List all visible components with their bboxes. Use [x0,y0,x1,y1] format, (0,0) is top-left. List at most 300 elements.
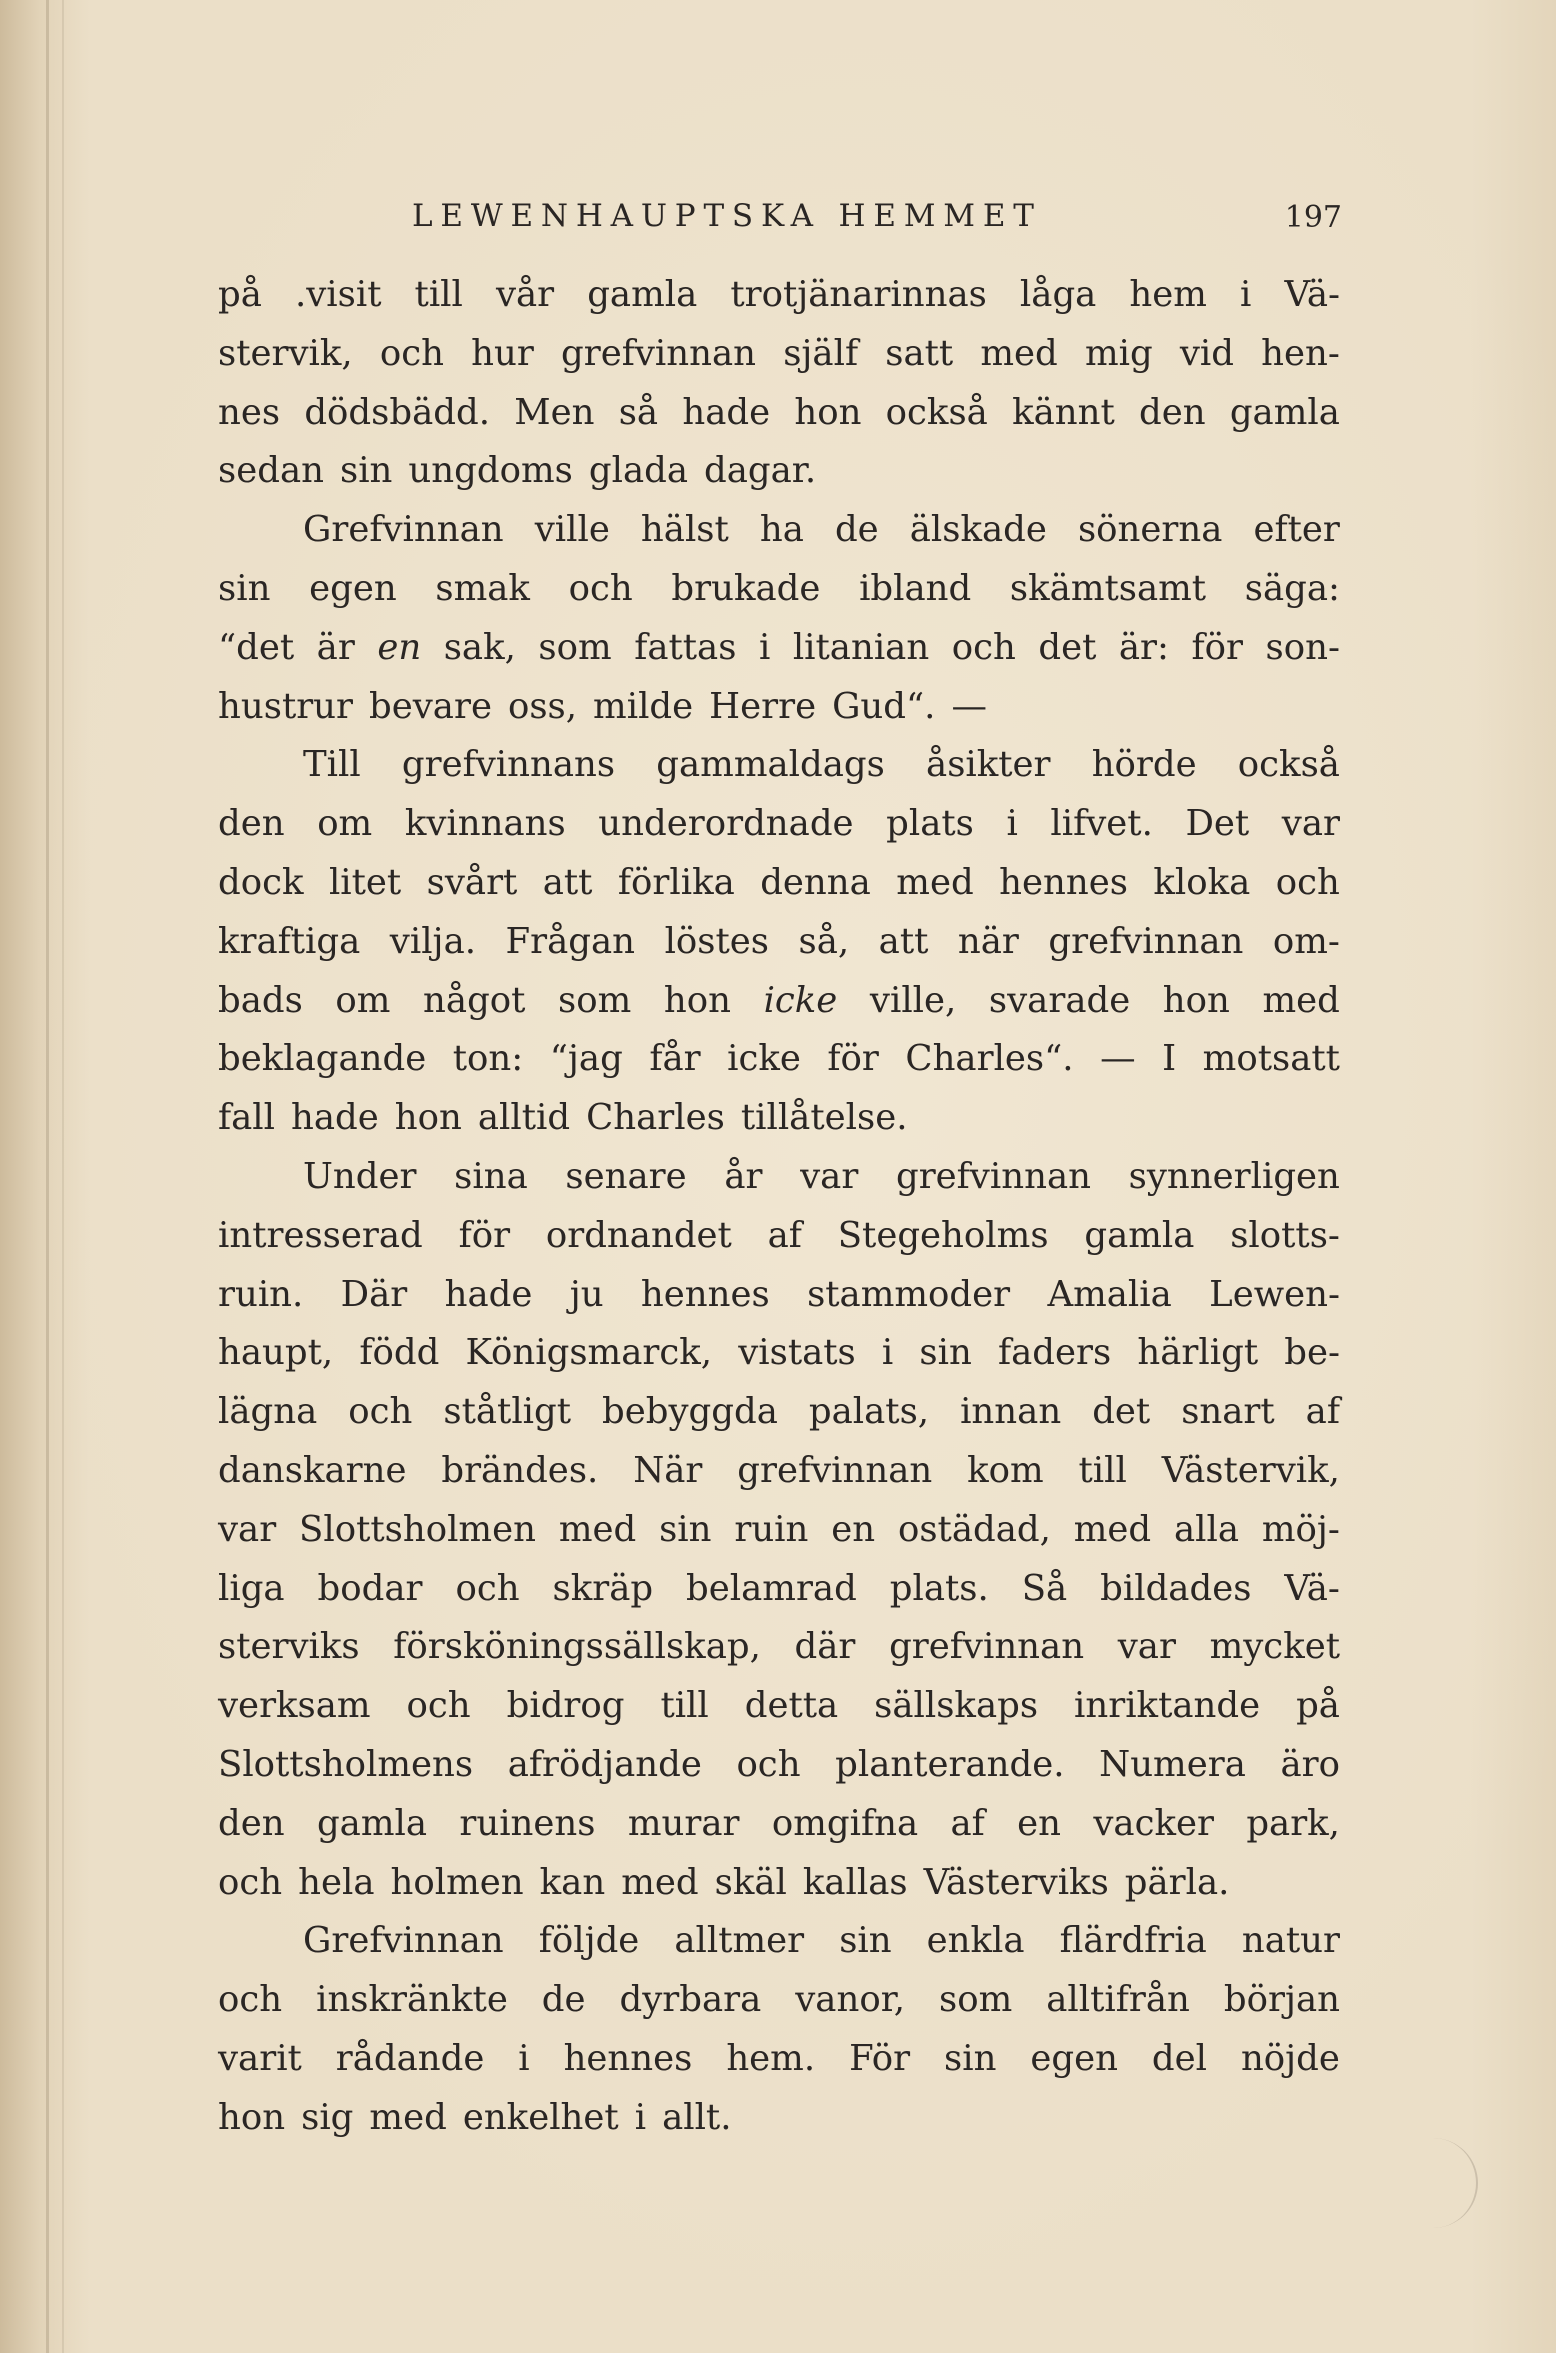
word: sönerna [1077,509,1223,551]
word: följde [538,1920,640,1962]
word: inriktande [1074,1685,1261,1727]
word: palats, [808,1391,930,1433]
word: litanian [792,626,930,668]
word: Slottsholmens [218,1743,474,1785]
word: Det [1185,803,1250,845]
word: slotts- [1230,1214,1340,1256]
word: innan [960,1391,1062,1433]
word: Västervik, [1161,1449,1340,1491]
word: lifvet. [1050,803,1153,845]
word: början [1223,1979,1340,2021]
page-edge-mark [1400,2138,1478,2228]
word: skämtsamt [1009,567,1207,609]
word: litet [328,861,402,903]
word: efter [1253,509,1340,551]
word: med [896,861,974,903]
word: Charles [586,1097,725,1139]
word: också [1237,744,1340,786]
word: de [541,1979,586,2021]
word: Grefvinnan [303,1920,504,1962]
word: “jag [549,1038,623,1080]
word: När [633,1449,703,1491]
word: gamla [587,274,698,315]
text-line [218,1971,1340,2030]
word: sällskaps [874,1685,1039,1727]
word: och [218,1861,283,1903]
word: kloka [1153,861,1251,903]
text-line [218,384,1340,443]
word: och [1275,861,1340,903]
word: sig [301,2096,354,2138]
text-line [218,736,1340,795]
word: .visit [294,274,382,315]
word: af [767,1214,802,1256]
word: en [831,1508,876,1550]
word: ungdoms [408,450,573,492]
word: omgifna [771,1802,919,1844]
word: var [1281,803,1340,845]
word: kraftiga [218,920,361,962]
word: bidrog [506,1685,625,1727]
text-line [218,1501,1340,1560]
word: löstes [664,920,769,962]
word: I [1162,1038,1177,1080]
word: alltid [477,1097,571,1139]
word: sin [919,1332,972,1374]
word: hennes [999,861,1128,903]
word: kan [539,1861,606,1903]
word: på [218,274,262,315]
text-line [218,2089,1340,2148]
word: egen [309,567,397,609]
italic-word: en [377,626,422,668]
text-line [218,619,1340,678]
word: ostädad, [897,1508,1051,1550]
word: hennes [640,1273,770,1315]
word: inskränkte [316,1979,508,2021]
word: vacker [1093,1802,1214,1844]
word: hem [1129,274,1207,315]
word: möj- [1261,1508,1340,1550]
word: åsikter [926,744,1051,786]
word: Herre [709,685,817,727]
word: Lewen- [1209,1273,1340,1315]
text-line [218,325,1340,384]
body-text [218,266,1340,2148]
word: och [951,626,1016,668]
word: egen [1030,2037,1118,2079]
word: det [1038,626,1097,668]
word: Amalia [1047,1273,1172,1315]
word: Grefvinnan [303,509,504,551]
word: svårt [426,861,518,903]
word: var [218,1508,277,1550]
word: hela [298,1861,375,1903]
word: för [1191,626,1243,668]
word: säga: [1244,567,1340,609]
word: en [1017,1802,1062,1844]
word: verksam [218,1685,371,1727]
word: kom [967,1449,1044,1491]
word: och [455,1567,520,1609]
word: icke [727,1038,801,1080]
text-line [218,1207,1340,1266]
page-number: 197 [1284,200,1342,235]
text-line [218,854,1340,913]
text-line [218,1795,1340,1854]
word: grefvinnan [737,1449,933,1491]
word: motsatt [1202,1038,1340,1080]
word: som [939,1979,1013,2021]
word: fattas [634,626,737,668]
word: och [379,332,444,374]
word: nöjde [1240,2037,1340,2079]
word: i [518,2037,530,2079]
word: hennes [563,2037,693,2079]
word: rådande [335,2037,485,2079]
word: alltmer [674,1920,805,1962]
word: ju [569,1273,604,1315]
word: skäl [714,1861,787,1903]
word: sin [659,1508,712,1550]
word: för [458,1214,511,1256]
word: oss, [507,685,578,727]
word: med [369,2096,447,2138]
word: synnerligen [1128,1155,1340,1197]
word: om- [1272,920,1340,962]
word: det [1092,1391,1151,1433]
word: skräp [552,1567,654,1609]
word: var [800,1155,859,1197]
running-head-title: LEWENHAUPTSKA HEMMET [412,198,1042,234]
word: ville, [869,979,957,1021]
binding-gutter-line [62,0,64,2353]
word: bildades [1100,1567,1252,1609]
word: vilja. [389,920,477,962]
word: af [950,1802,985,1844]
word: som [558,979,632,1021]
word: Under [303,1155,417,1197]
word: hon [663,979,731,1021]
word: som [538,626,612,668]
word: med [980,332,1058,374]
word: fall [218,1097,276,1139]
text-line [218,560,1340,619]
word: Numera [1099,1743,1246,1785]
word: vanor, [795,1979,906,2021]
word: vistats [738,1332,856,1374]
word: kännt [1012,391,1115,433]
word: Königsmarck, [465,1332,713,1374]
word: och [218,1979,283,2021]
word: är [316,626,355,668]
word: hade [682,391,771,433]
word: ståtligt [443,1391,572,1433]
word: bebyggda [602,1391,778,1433]
word: alla [1173,1508,1240,1550]
word: tillåtelse. [740,1097,908,1139]
word: ordnandet [545,1214,732,1256]
text-line [218,1736,1340,1795]
word: glada [588,450,688,492]
word: gamla [1084,1214,1195,1256]
word: ruin. [218,1273,304,1315]
word: i [634,2096,647,2138]
word: den [1138,391,1206,433]
word: alltifrån [1046,1979,1190,2021]
word: brändes. [441,1449,599,1491]
word: snart [1181,1391,1275,1433]
word: ruin [734,1508,809,1550]
word: haupt, [218,1332,334,1374]
word: Där [340,1273,408,1315]
word: är: [1118,626,1169,668]
word: nes [218,391,281,433]
word: Vä- [1284,274,1340,315]
text-line [218,678,1340,737]
text-line [218,266,1340,325]
word: något [423,979,526,1021]
word: på [1296,1685,1340,1727]
word: härligt [1137,1332,1259,1374]
word: hörde [1091,744,1197,786]
word: den [218,803,285,845]
word: senare [565,1155,687,1197]
word: bodar [317,1567,423,1609]
word: född [359,1332,440,1374]
word: kvinnans [404,803,566,845]
word: hade [444,1273,533,1315]
word: var [1117,1626,1176,1668]
word: liga [218,1567,285,1609]
word: planterande. [835,1743,1065,1785]
word: bevare [369,685,492,727]
word: allt. [662,2096,732,2138]
text-line [218,1912,1340,1971]
word: sin [839,1920,892,1962]
word: hustrur [218,685,354,727]
word: beklagande [218,1038,427,1080]
text-line [218,1618,1340,1677]
word: milde [593,685,694,727]
word: varit [218,2037,302,2079]
word: och [736,1743,801,1785]
word: med [1073,1508,1152,1550]
word: stammoder [807,1273,1011,1315]
text-line [218,795,1340,854]
word: grefvinnan [895,1155,1091,1197]
word: ton: [452,1038,524,1080]
word: hem. [726,2037,816,2079]
word: hur [471,332,534,374]
text-line [218,1324,1340,1383]
text-line [218,913,1340,972]
word: denna [760,861,871,903]
word: också [885,391,988,433]
word: hon [1162,979,1230,1021]
word: Men [514,391,595,433]
word: till [414,274,463,315]
word: dagar. [704,450,817,492]
word: För [849,2037,911,2079]
word: brukade [671,567,821,609]
word: grefvinnan [889,1626,1085,1668]
word: be- [1284,1332,1340,1374]
word: grefvinnan [1048,920,1244,962]
text-line [218,501,1340,560]
word: sin [339,450,393,492]
text-line [218,1089,1340,1148]
word: hälst [640,509,729,551]
text-line [218,1383,1340,1442]
word: äro [1280,1743,1340,1785]
word: vår [495,274,555,315]
word: och [406,1685,471,1727]
word: den [218,1802,285,1844]
word: plats. [889,1567,989,1609]
text-line [218,442,1340,501]
word: grefvinnan [561,332,757,374]
word: natur [1241,1920,1340,1962]
word: i [1240,274,1252,315]
word: sina [454,1155,528,1197]
word: till [660,1685,709,1727]
word: så [618,391,659,433]
word: att [878,920,929,962]
word: Stegeholms [837,1214,1049,1256]
word: pärla. [1124,1861,1230,1903]
word: enkla [926,1920,1025,1962]
word: till [1078,1449,1127,1491]
text-line [218,1677,1340,1736]
word: Till [303,744,361,786]
word: och [348,1391,413,1433]
word: trotjänarinnas [730,274,987,315]
word: danskarne [218,1449,407,1491]
word: Vä- [1284,1567,1340,1609]
word: hon [218,2096,286,2138]
word: intresserad [218,1214,423,1256]
word: med [1262,979,1340,1021]
word: försköningssällskap, [393,1626,761,1668]
word: sterviks [218,1626,360,1668]
text-line [218,1148,1340,1207]
word: ruinens [459,1802,596,1844]
word: — [951,685,987,727]
word: hon [794,391,862,433]
word: af [1305,1391,1340,1433]
text-line [218,972,1340,1031]
word: med [558,1508,637,1550]
word: dödsbädd. [304,391,490,433]
word: och [568,567,633,609]
word: afrödjande [507,1743,702,1785]
word: där [794,1626,856,1668]
word: i [758,626,771,668]
binding-gutter-shadow [46,0,49,2353]
word: satt [885,332,954,374]
text-line [218,1560,1340,1619]
word: gamla [316,1802,428,1844]
word: smak [435,567,530,609]
word: holmen [390,1861,524,1903]
word: murar [627,1802,740,1844]
word: i [1006,803,1018,845]
word: stervik, [218,332,353,374]
word: i [881,1332,894,1374]
word: om [317,803,373,845]
word: Slottsholmen [299,1508,536,1550]
word: år [724,1155,763,1197]
word: hade [291,1097,379,1139]
word: förlika [617,861,735,903]
word: mycket [1209,1626,1340,1668]
word: vid [1179,332,1234,374]
word: gamla [1229,391,1340,433]
word: belamrad [686,1567,857,1609]
word: underordnade [598,803,854,845]
text-line [218,2030,1340,2089]
word: om [335,979,391,1021]
word: låga [1019,274,1097,315]
word: sin [218,567,271,609]
running-head [412,198,1342,250]
word: “det [218,626,295,668]
word: Frågan [505,920,636,962]
word: park, [1246,1802,1340,1844]
text-line [218,1854,1340,1913]
word: grefvinnans [401,744,616,786]
word: enkelhet [462,2096,619,2138]
word: med [621,1861,699,1903]
text-line [218,1442,1340,1501]
word: hon [394,1097,462,1139]
word: att [542,861,593,903]
word: — [1100,1038,1136,1080]
word: son- [1265,626,1340,668]
word: får [649,1038,701,1080]
word: bads [218,979,303,1021]
word: sin [944,2037,997,2079]
word: dock [218,861,304,903]
word: dyrbara [619,1979,762,2021]
word: för [827,1038,879,1080]
word: ha [759,509,804,551]
italic-word: icke [763,979,838,1021]
word: när [957,920,1019,962]
word: svarade [988,979,1131,1021]
word: faders [998,1332,1112,1374]
word: sedan [218,450,324,492]
word: flärdfria [1059,1920,1207,1962]
word: hen- [1261,332,1340,374]
word: ibland [859,567,972,609]
text-line [218,1266,1340,1325]
text-line [218,1030,1340,1089]
word: älskade [909,509,1047,551]
word: kallas [802,1861,908,1903]
word: Gud“. [832,685,936,727]
word: gammaldags [656,744,885,786]
word: Så [1021,1567,1068,1609]
word: själf [783,332,859,374]
word: sak, [443,626,516,668]
word: lägna [218,1391,318,1433]
word: del [1151,2037,1208,2079]
word: ville [534,509,610,551]
word: så, [798,920,850,962]
word: detta [744,1685,839,1727]
